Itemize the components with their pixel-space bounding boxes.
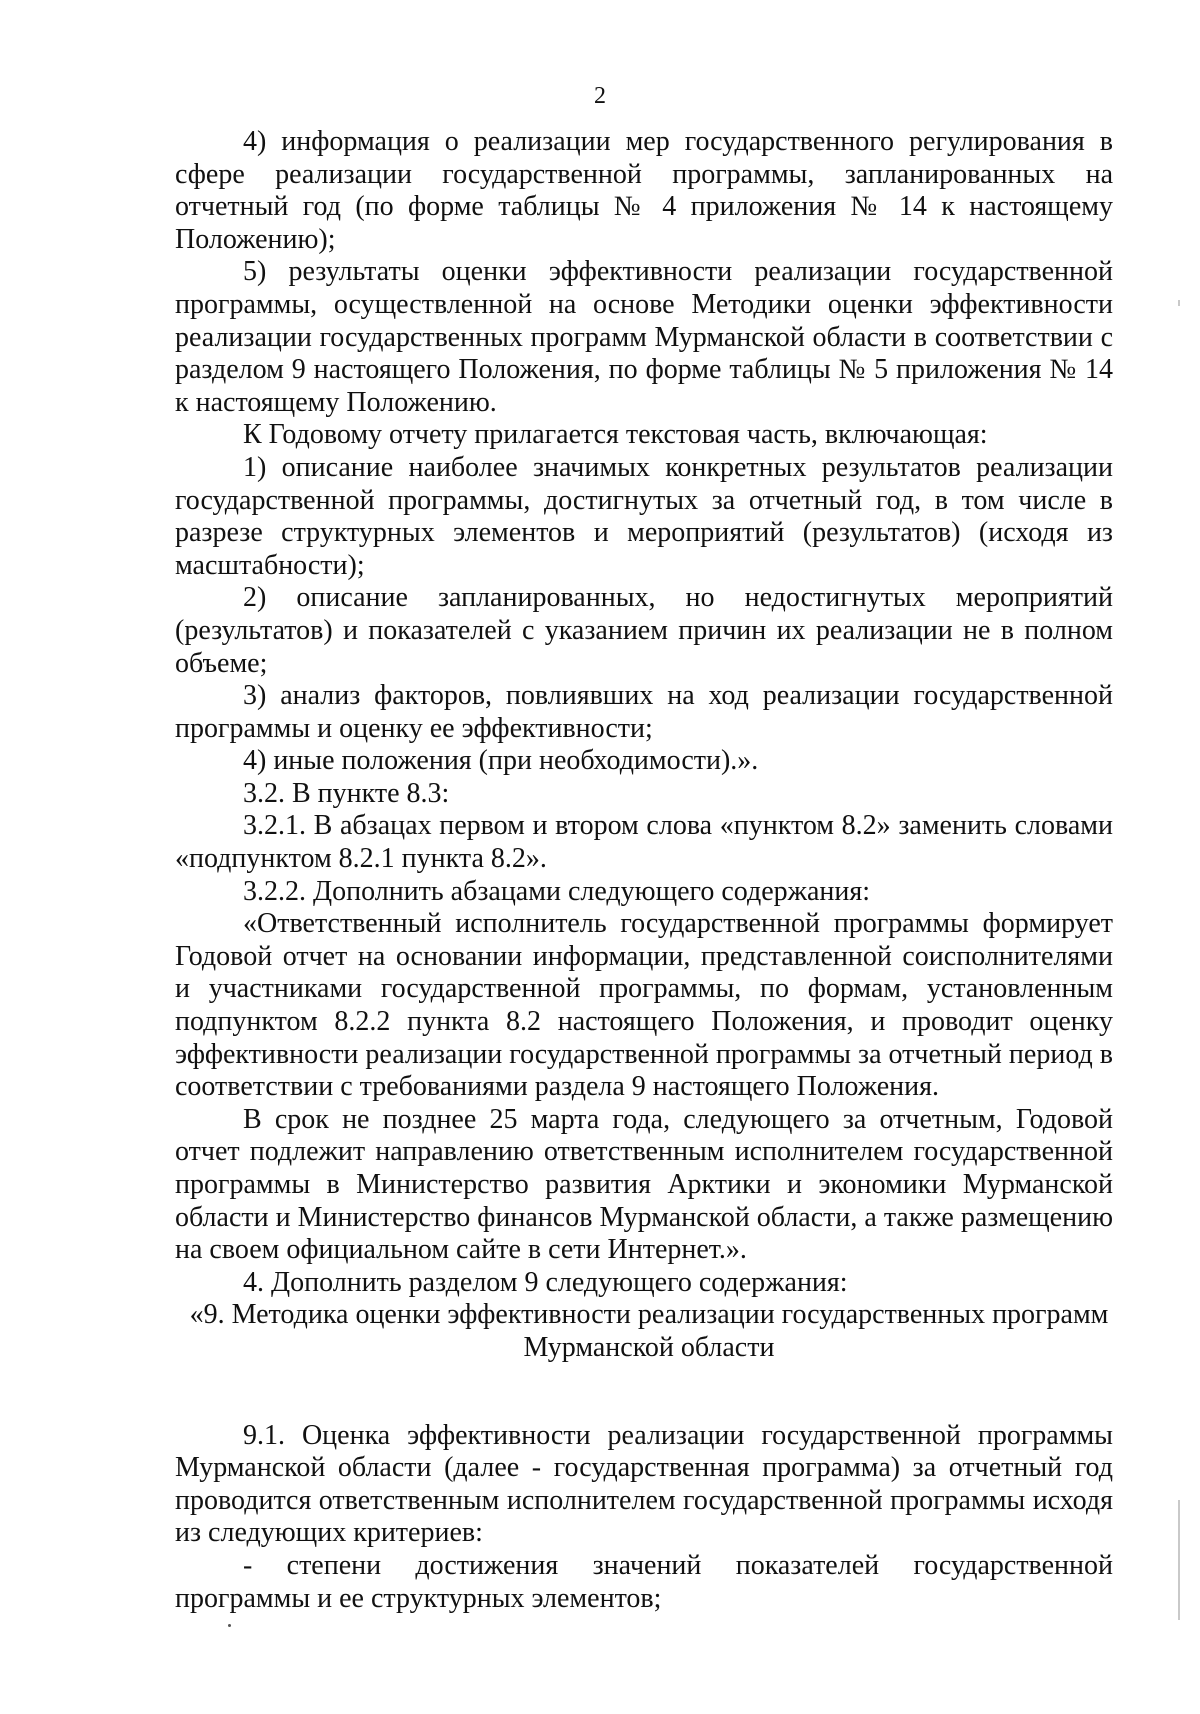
section-heading-line-1: «9. Методика оценки эффективности реализации государственных программ xyxy=(189,1299,1109,1331)
paragraph-text-part-intro: К Годовому отчету прилагается текстовая часть, включающая: xyxy=(243,419,988,451)
paragraph-3-2: 3.2. В пункте 8.3: xyxy=(243,777,450,809)
paragraph-item-4: 4) информация о реализации мер государственного регулирования в сфере реализации государственной программы, запланированных на отчетный год (по форме таблицы № 4 приложения № 14 к настоящему Положению); xyxy=(175,126,1113,255)
paragraph-9-1: 9.1. Оценка эффективности реализации государственной программы Мурманской области (далее - государственная программа) за отчетный год проводится ответственным исполнителем государственной программы исходя из следующих критериев: xyxy=(175,1419,1113,1549)
page-number: 2 xyxy=(594,83,606,109)
paragraph-criteria-1: - степени достижения значений показателей государственной программы и ее структурных элементов; xyxy=(175,1549,1113,1614)
scan-speck xyxy=(228,1624,231,1627)
spacer xyxy=(175,1365,1113,1420)
paragraph-3-2-2: 3.2.2. Дополнить абзацами следующего содержания: xyxy=(243,875,871,907)
paragraph-quote-responsible: «Ответственный исполнитель государственной программы формирует Годовой отчет на основании информации, представленной соисполнителями и участниками государственной программы, по формам, установленным подпунктом 8.2.2 пункта 8.2 настоящего Положения, и проводит оценку эффективности реализации государственной программы за отчетный период в соответствии с требованиями раздела 9 настоящего Положения. xyxy=(175,908,1113,1103)
paragraph-4-add-section: 4. Дополнить разделом 9 следующего содержания: xyxy=(243,1266,848,1298)
paragraph-list-2: 2) описание запланированных, но недостигнутых мероприятий (результатов) и показателей с указанием причин их реализации не в полном объеме; xyxy=(175,582,1113,679)
paragraph-list-4: 4) иные положения (при необходимости).». xyxy=(243,745,759,777)
paragraph-list-3: 3) анализ факторов, повлиявших на ход реализации государственной программы и оценку ее эффективности; xyxy=(175,680,1113,744)
section-heading-line-2: Мурманской области xyxy=(523,1331,775,1363)
paragraph-list-1: 1) описание наиболее значимых конкретных результатов реализации государственной программы, достигнутых за отчетный год, в том числе в разрезе структурных элементов и мероприятий (результатов) (исходя из масштабности); xyxy=(175,451,1113,581)
paragraph-3-2-1: 3.2.1. В абзацах первом и втором слова «пунктом 8.2» заменить словами «подпунктом 8.2.1 пункта 8.2». xyxy=(175,810,1113,875)
paragraph-deadline: В срок не позднее 25 марта года, следующего за отчетным, Годовой отчет подлежит направлению ответственным исполнителем государственной программы в Министерство развития Арктики и экономики Мурманской области и Министерство финансов Мурманской области, а также размещению на своем официальном сайте в сети Интернет.». xyxy=(175,1103,1113,1266)
document-body xyxy=(175,126,1113,1615)
paragraph-item-5: 5) результаты оценки эффективности реализации государственной программы, осуществленной на основе Методики оценки эффективности реализации государственных программ Мурманской области в соответствии с разделом 9 настоящего Положения, по форме таблицы № 5 приложения № 14 к настоящему Положению. xyxy=(175,256,1113,418)
scan-edge-mark xyxy=(1178,300,1180,306)
scan-edge-mark xyxy=(1178,1500,1180,1620)
